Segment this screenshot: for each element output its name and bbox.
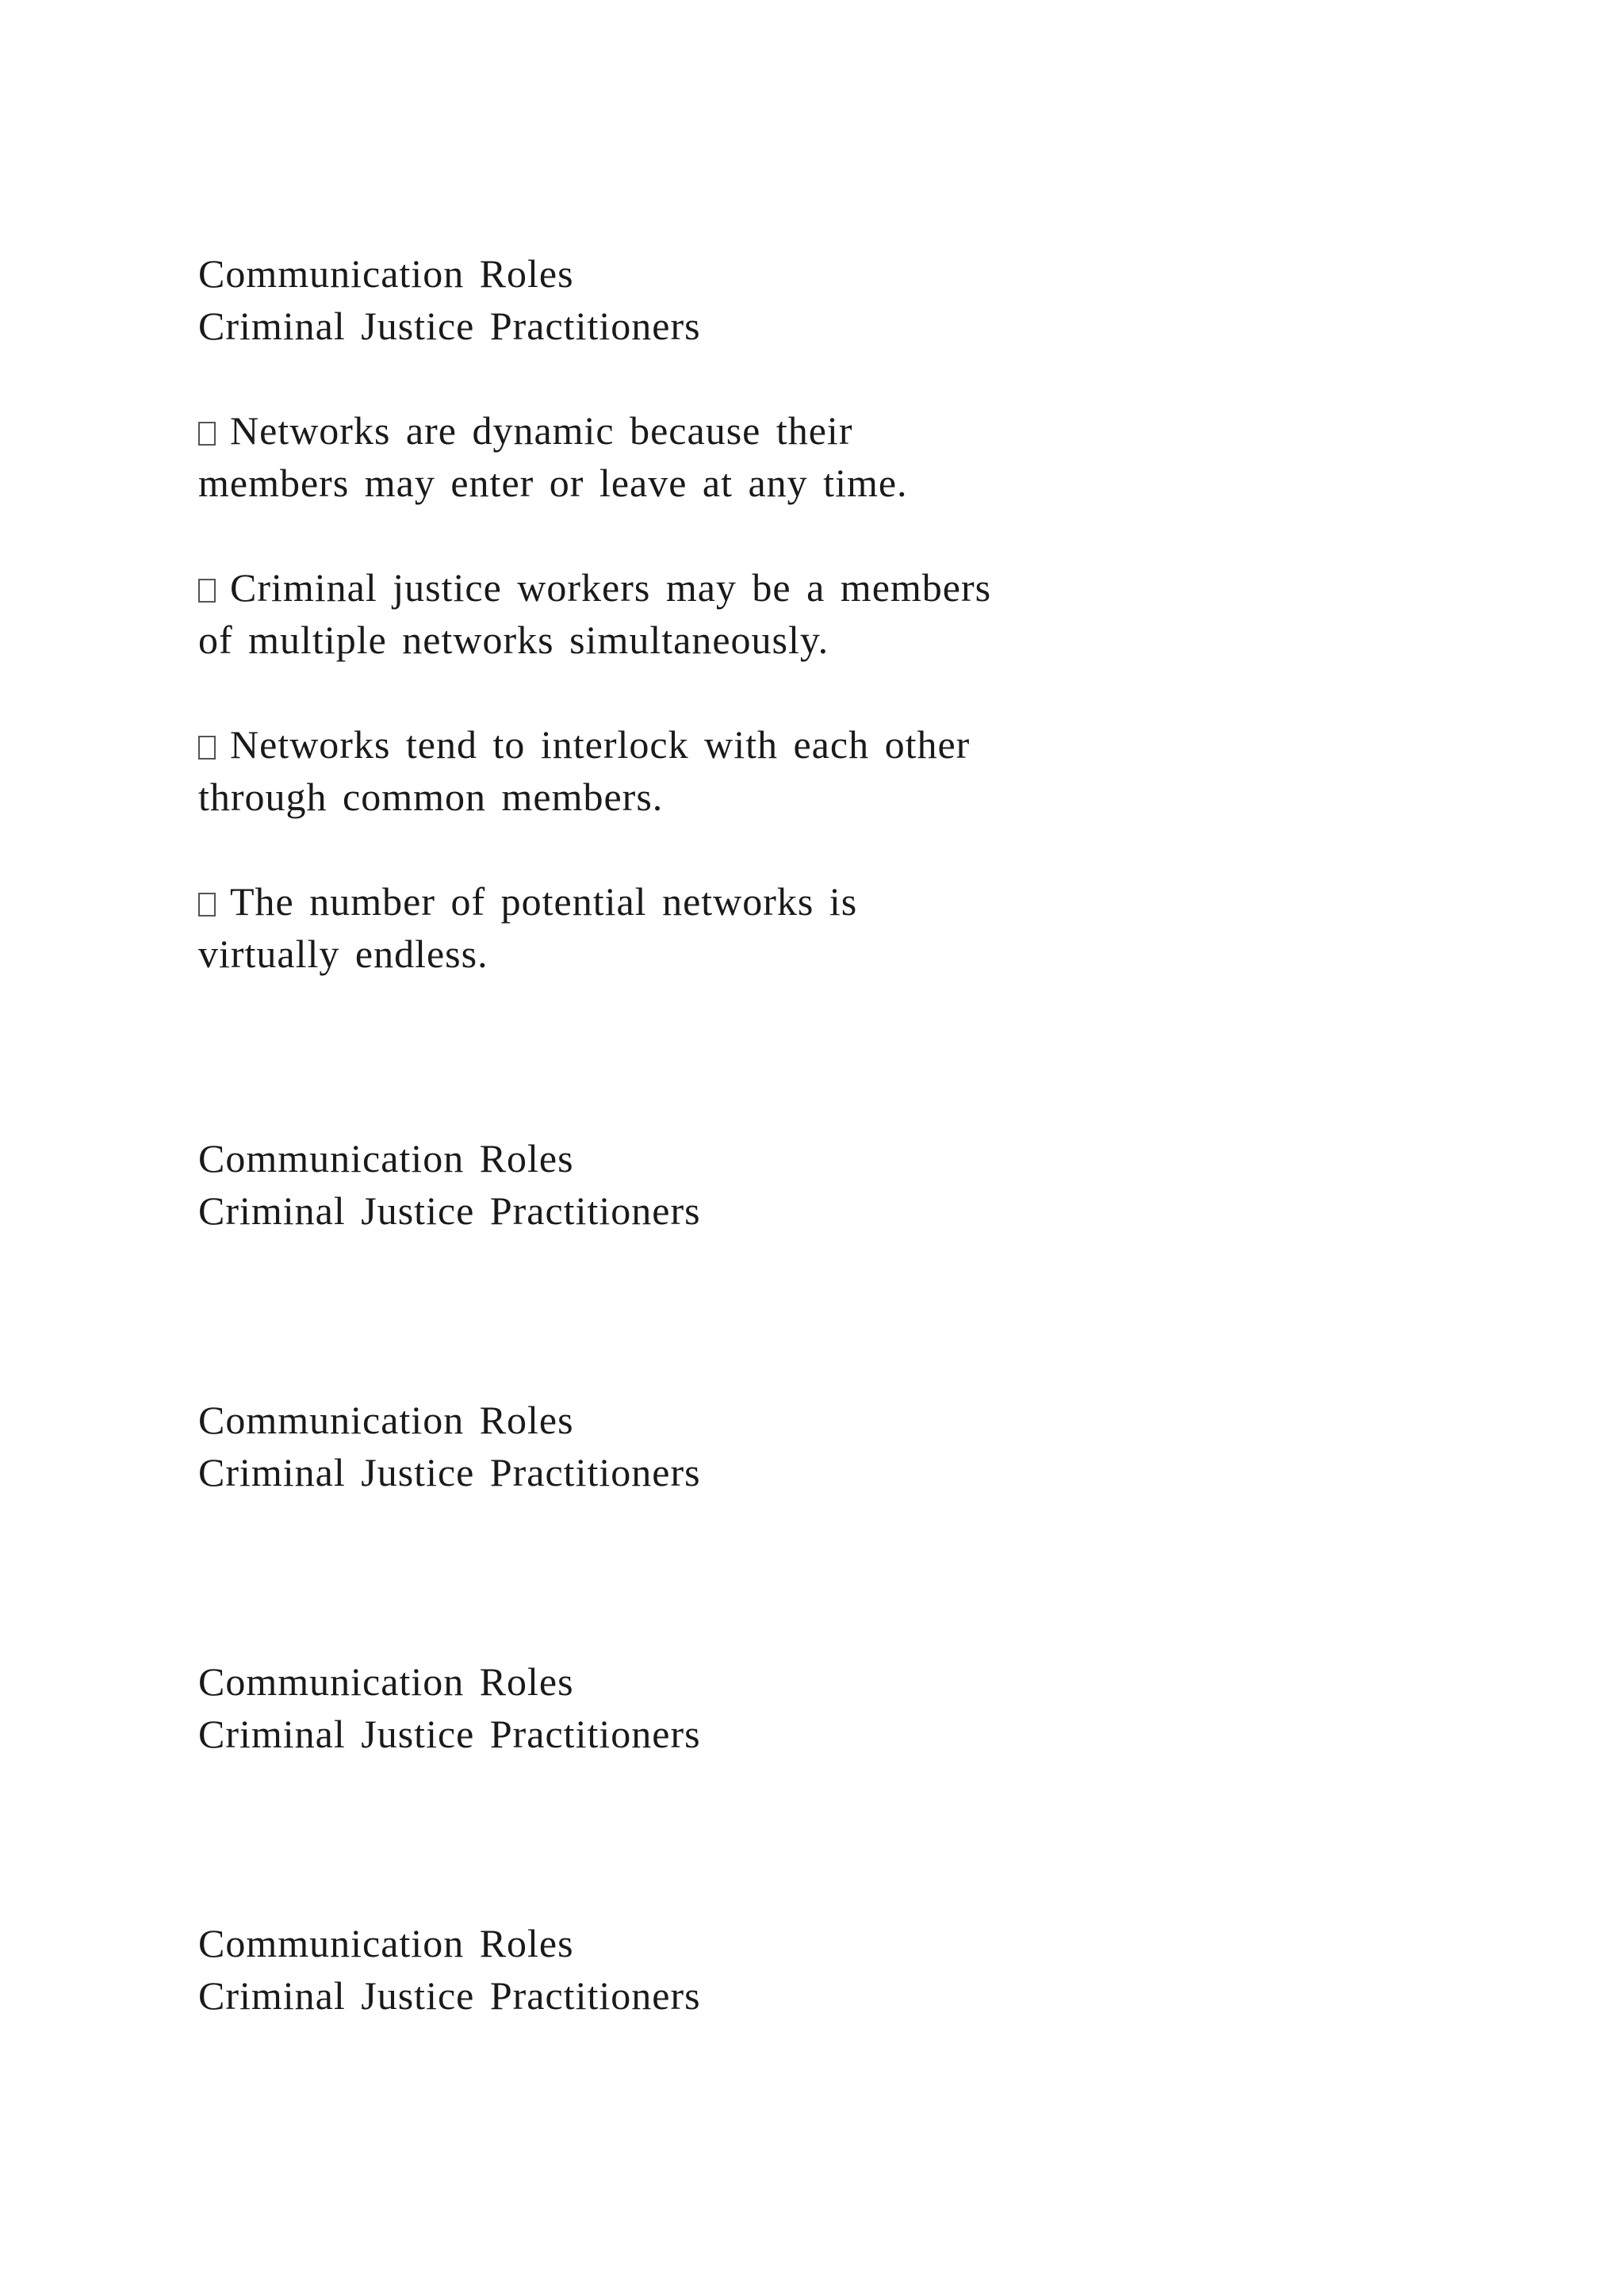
bullet-box-icon: [198, 579, 216, 603]
bullet-item: [198, 718, 970, 771]
bullet-text: Criminal justice workers may be a members: [230, 565, 992, 610]
bullet-item: [198, 561, 991, 614]
section-subtitle: Criminal Justice Practitioners: [198, 1450, 701, 1494]
bullet-box-icon: [198, 422, 216, 446]
bullet-box-icon: [198, 736, 216, 760]
section-title: Communication Roles: [198, 1659, 574, 1704]
bullet-text: Networks are dynamic because their: [230, 408, 853, 453]
bullet-item: [198, 404, 852, 457]
bullet-text: Networks tend to interlock with each other: [230, 722, 971, 767]
bullet-box-icon: [198, 893, 216, 916]
bullet-text-continued: virtually endless.: [198, 932, 488, 976]
section-title: Communication Roles: [198, 1136, 574, 1181]
bullet-item: [198, 875, 857, 928]
section-subtitle: Criminal Justice Practitioners: [198, 1712, 701, 1756]
section-subtitle: Criminal Justice Practitioners: [198, 304, 701, 348]
section-subtitle: Criminal Justice Practitioners: [198, 1188, 701, 1233]
section-title: Communication Roles: [198, 1921, 574, 1965]
bullet-text: The number of potential networks is: [230, 879, 858, 924]
section-title: Communication Roles: [198, 1398, 574, 1442]
bullet-text-continued: of multiple networks simultaneously.: [198, 618, 829, 662]
bullet-text-continued: members may enter or leave at any time.: [198, 461, 908, 505]
section-title: Communication Roles: [198, 251, 574, 296]
section-subtitle: Criminal Justice Practitioners: [198, 1973, 701, 2018]
bullet-text-continued: through common members.: [198, 775, 664, 819]
